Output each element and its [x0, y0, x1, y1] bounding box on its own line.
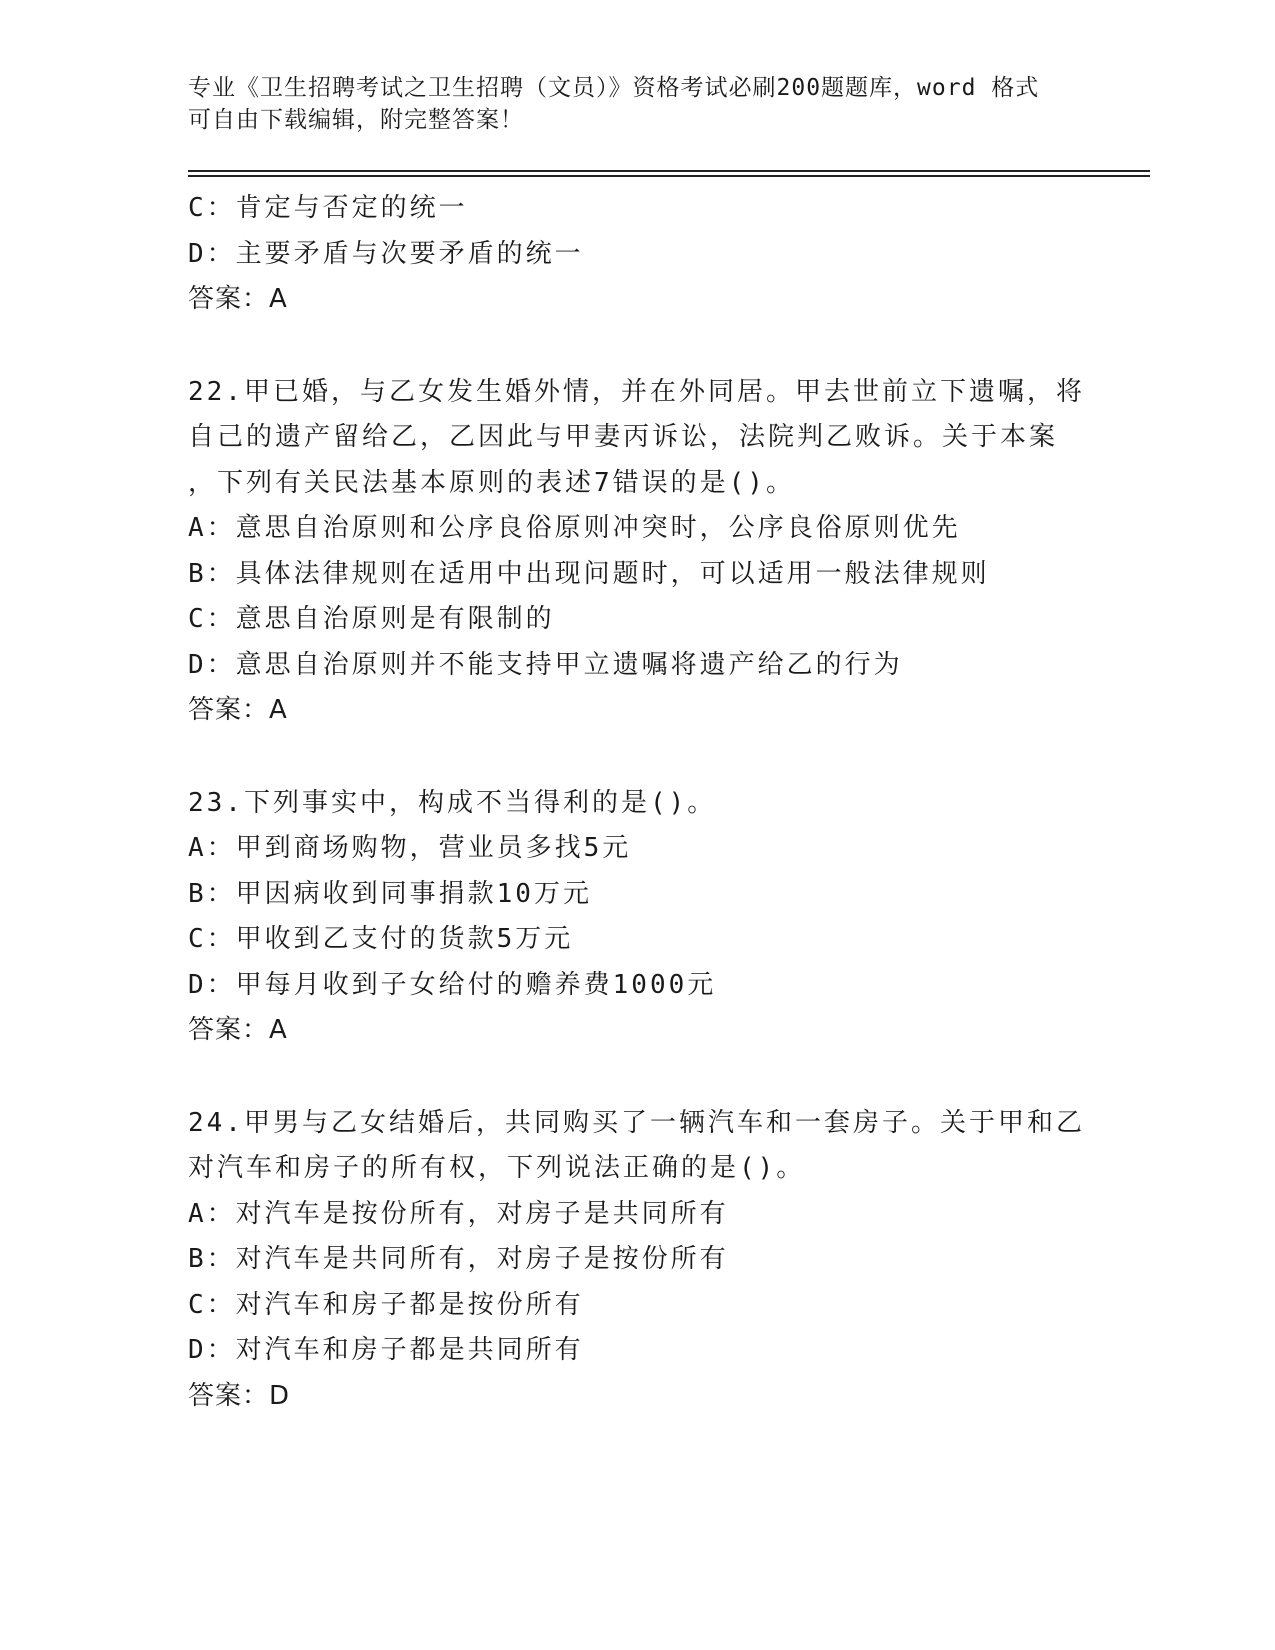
- question-text-line: 24.甲男与乙女结婚后，共同购买了一辆汽车和一套房子。关于甲和乙: [188, 1107, 1085, 1138]
- option-a: A：意思自治原则和公序良俗原则冲突时，公序良俗原则优先: [188, 513, 961, 543]
- answer: 答案：D: [188, 1380, 291, 1411]
- document-header: [188, 72, 1068, 136]
- spacer: [188, 1054, 1148, 1101]
- question-text-line: 自己的遗产留给乙，乙因此与甲妻丙诉讼，法院判乙败诉。关于本案: [188, 422, 1059, 452]
- question-24: [188, 1101, 1148, 1420]
- spacer: [188, 323, 1148, 370]
- option-a: A：对汽车是按份所有，对房子是共同所有: [188, 1198, 729, 1229]
- question-text-line: 22.甲已婚，与乙女发生婚外情，并在外同居。甲去世前立下遗嘱，将: [188, 376, 1085, 407]
- question-text-line: 23.下列事实中，构成不当得利的是()。: [188, 787, 717, 818]
- answer: 答案：A: [188, 1015, 288, 1045]
- option-c: C：甲收到乙支付的货款5万元: [188, 924, 574, 954]
- header-line-2: 可自由下载编辑，附完整答案！: [188, 107, 524, 133]
- question-text-line: ，下列有关民法基本原则的表述7错误的是()。: [188, 467, 795, 498]
- option-b: B：具体法律规则在适用中出现问题时，可以适用一般法律规则: [188, 558, 990, 589]
- header-rule-bottom: [188, 175, 1150, 177]
- option-b: B：甲因病收到同事捐款10万元: [188, 878, 592, 909]
- question-23: [188, 781, 1148, 1054]
- answer: 答案：A: [188, 284, 288, 314]
- option-c: C：对汽车和房子都是按份所有: [188, 1289, 584, 1320]
- option-d: D：意思自治原则并不能支持甲立遗嘱将遗产给乙的行为: [188, 649, 903, 680]
- header-rule-top: [188, 170, 1150, 172]
- question-text-line: 对汽车和房子的所有权，下列说法正确的是()。: [188, 1153, 806, 1183]
- option-d: D：对汽车和房子都是共同所有: [188, 1335, 584, 1365]
- answer: 答案：A: [188, 695, 288, 725]
- header-line-1: 专业《卫生招聘考试之卫生招聘（文员）》资格考试必刷200题题库，word 格式: [188, 75, 1040, 101]
- option-b: B：对汽车是共同所有，对房子是按份所有: [188, 1244, 729, 1274]
- option-d: D：主要矛盾与次要矛盾的统一: [188, 238, 584, 269]
- option-a: A：甲到商场购物，营业员多找5元: [188, 833, 632, 863]
- question-22: [188, 370, 1148, 734]
- spacer: [188, 734, 1148, 781]
- option-d: D：甲每月收到子女给付的赡养费1000元: [188, 969, 717, 1000]
- carryover-block: [188, 186, 1148, 323]
- question-content: [188, 186, 1148, 1419]
- option-c: C：肯定与否定的统一: [188, 193, 468, 223]
- option-c: C：意思自治原则是有限制的: [188, 604, 555, 634]
